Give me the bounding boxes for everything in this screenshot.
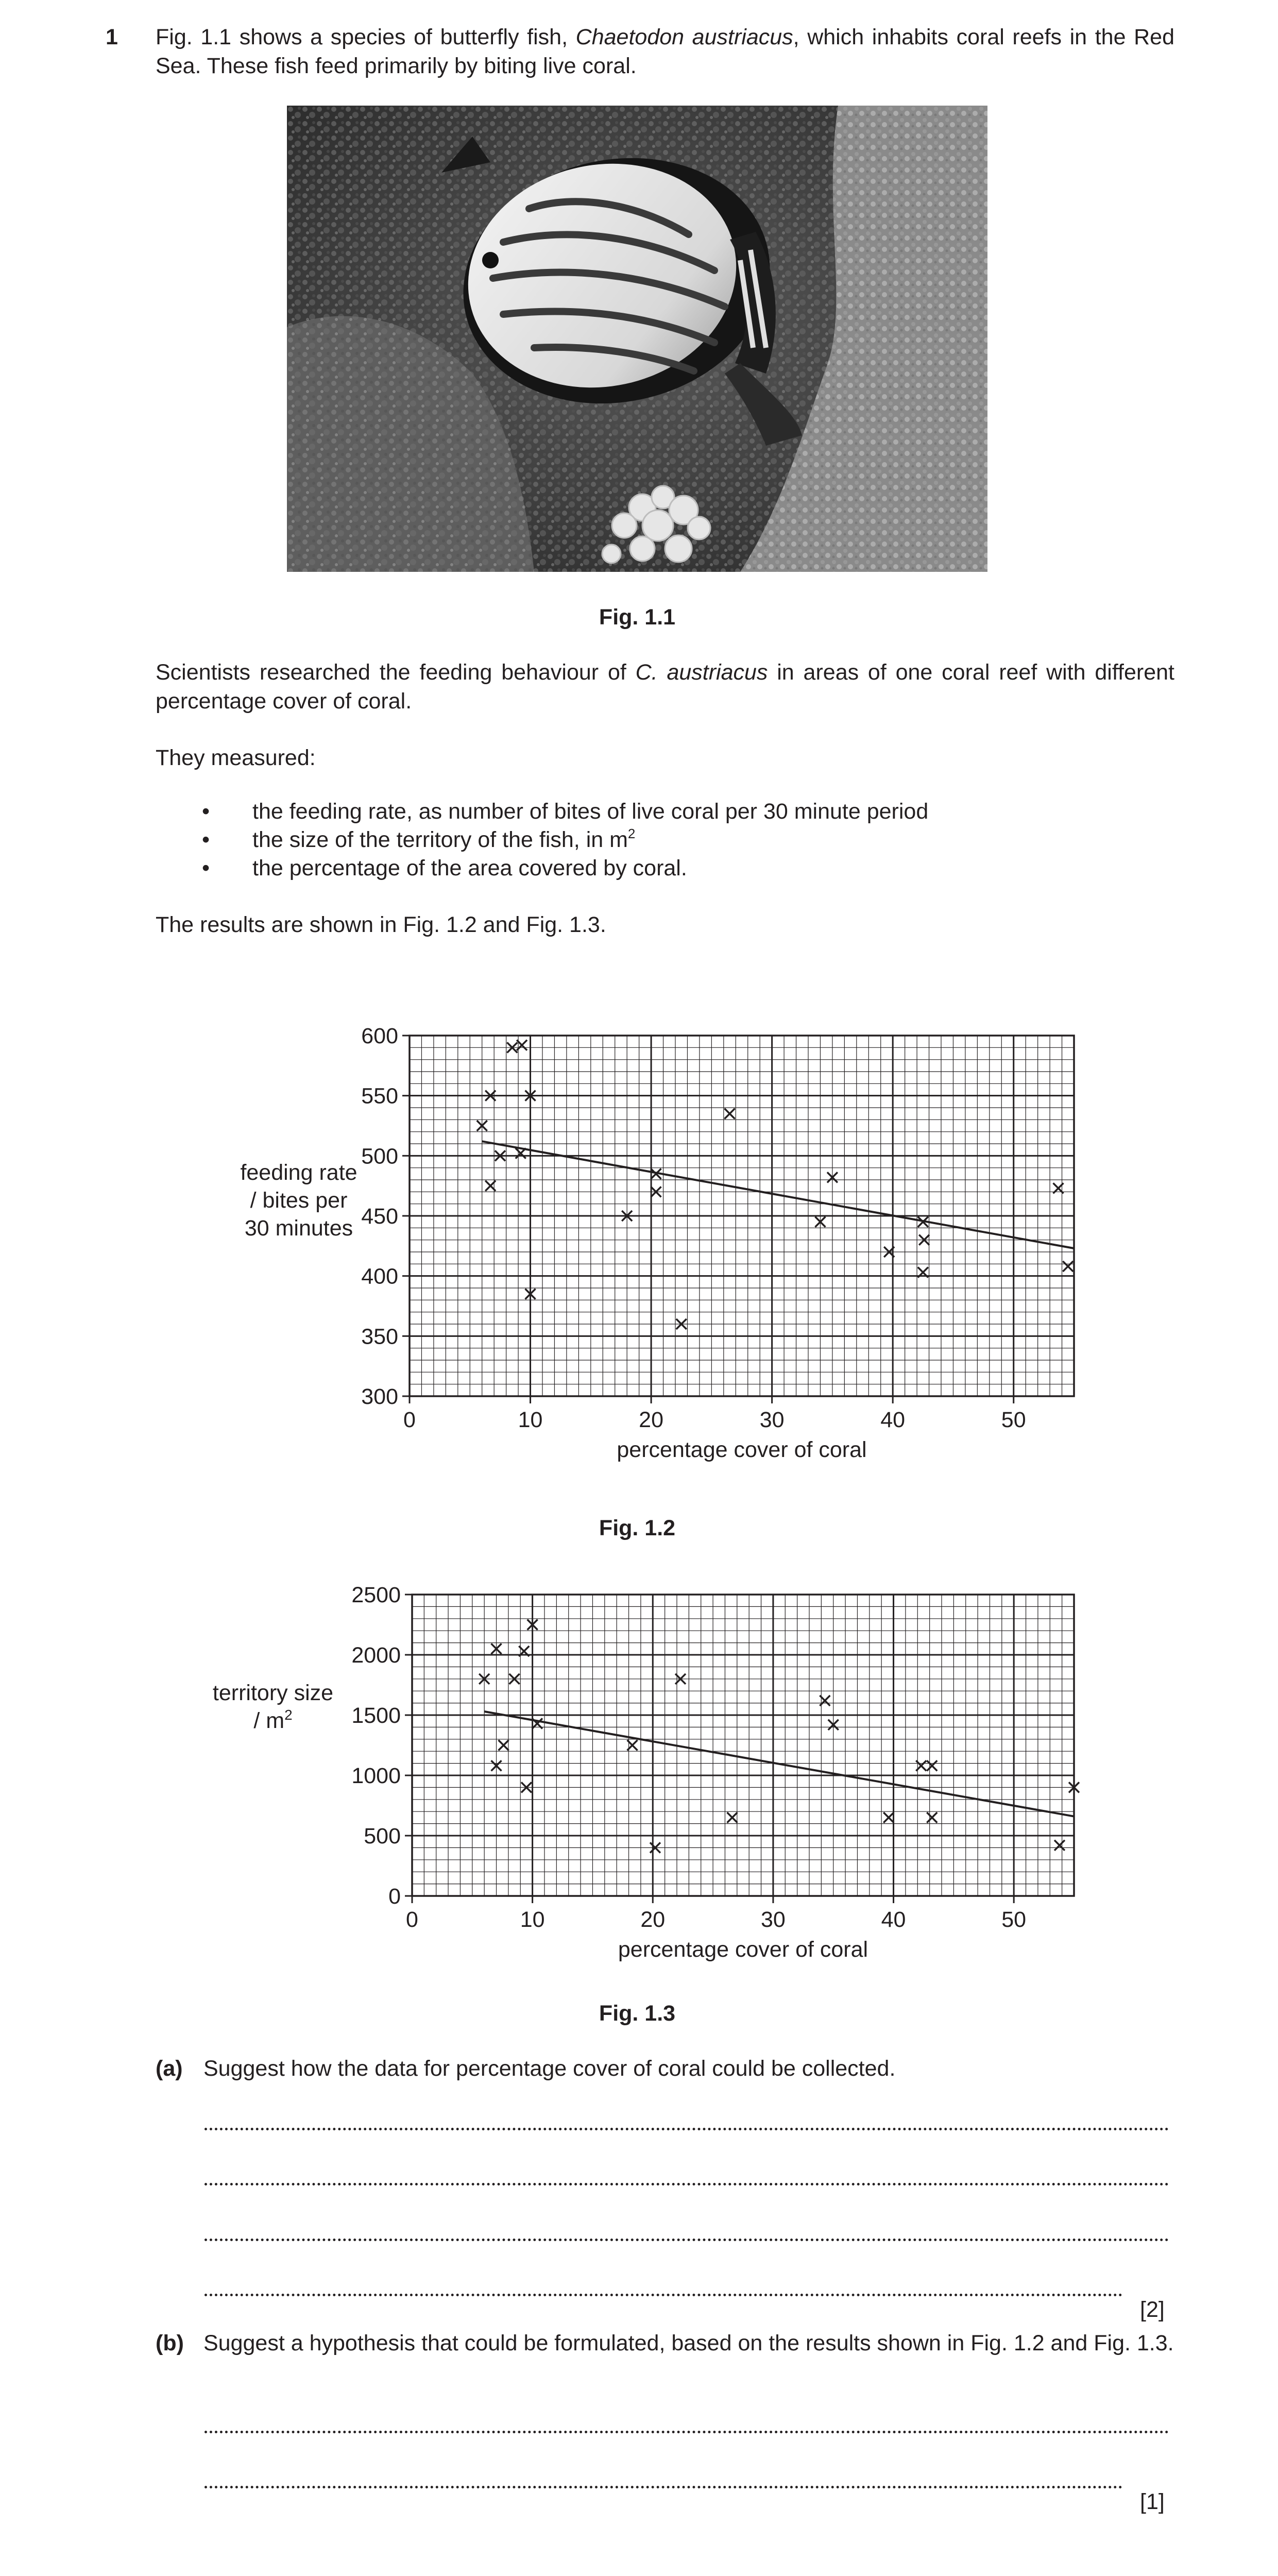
part-a-answer-line-2[interactable] — [205, 2183, 1169, 2185]
data-point — [927, 1760, 937, 1771]
part-b-label: (b) — [156, 2331, 184, 2355]
y-tick-label: 450 — [361, 1204, 398, 1229]
intro-paragraph — [156, 23, 1174, 80]
research-species: C. austriacus — [635, 660, 768, 685]
x-tick-label: 40 — [880, 1408, 906, 1432]
bullet-2-label: the size of the territory of the fish, in m — [252, 827, 628, 852]
x-axis-label: percentage cover of coral — [618, 1937, 868, 1962]
territory-size-chart — [185, 1571, 1113, 1973]
y-tick-label: 2500 — [351, 1583, 401, 1607]
y-tick-label: 1500 — [351, 1703, 401, 1728]
part-b-text: Suggest a hypothesis that could be formulated, based on the results shown in Fig. 1.2 and Fig. 1.3. — [203, 2331, 1174, 2355]
bullet-2-unit-sup: 2 — [627, 825, 636, 841]
part-a-text: Suggest how the data for percentage cover of coral could be collected. — [203, 2056, 896, 2081]
data-point — [499, 1740, 509, 1751]
bullet-1-text: the feeding rate, as number of bites of live coral per 30 minute period — [252, 799, 929, 824]
data-point — [725, 1109, 735, 1119]
y-tick-label: 1000 — [351, 1764, 401, 1788]
fig-1-3-caption: Fig. 1.3 — [599, 2001, 676, 2026]
bullet-3-symbol: • — [202, 856, 210, 880]
plot-grid — [412, 1595, 1074, 1896]
intro-text-2: , which inhabits coral reefs in the Red Sea. These fish feed primarily by biting live coral. — [156, 25, 1174, 78]
part-b-answer-line-1[interactable] — [205, 2431, 1169, 2433]
y-axis-label-sup: 2 — [284, 1707, 293, 1723]
data-point — [883, 1812, 894, 1823]
data-point — [927, 1812, 937, 1823]
part-a-answer-line-4[interactable] — [205, 2294, 1122, 2296]
bullet-2-text — [252, 825, 635, 854]
data-point — [727, 1812, 737, 1823]
intro-text-1: Fig. 1.1 shows a species of butterfly fish, — [156, 25, 576, 49]
x-tick-label: 30 — [760, 1907, 786, 1932]
x-tick-label: 30 — [759, 1408, 785, 1432]
measured-lead: They measured: — [156, 745, 316, 770]
y-axis-label: / bites per — [250, 1188, 348, 1213]
y-tick-label: 400 — [361, 1264, 398, 1289]
bullet-2-symbol: • — [202, 827, 210, 852]
bullet-3-text: the percentage of the area covered by coral. — [252, 856, 687, 880]
part-a-answer-line-3[interactable] — [205, 2239, 1169, 2241]
x-tick-label: 20 — [639, 1408, 664, 1432]
y-tick-label: 2000 — [351, 1643, 401, 1668]
intro-species: Chaetodon austriacus — [575, 25, 793, 49]
bullet-1-symbol: • — [202, 799, 210, 824]
research-text-1: Scientists researched the feeding behaviour of — [156, 660, 636, 685]
part-a-answer-line-1[interactable] — [205, 2128, 1169, 2130]
y-axis-label: territory size — [212, 1681, 334, 1705]
x-tick-label: 0 — [406, 1907, 418, 1932]
y-tick-label: 550 — [361, 1083, 398, 1109]
y-tick-label: 0 — [388, 1884, 401, 1909]
trend-line — [482, 1141, 1074, 1248]
data-point — [516, 1148, 526, 1159]
plot-grid — [410, 1036, 1074, 1396]
data-point — [1063, 1261, 1073, 1272]
question-number: 1 — [106, 25, 118, 49]
research-paragraph — [156, 658, 1174, 716]
fig-1-2-caption: Fig. 1.2 — [599, 1516, 676, 1540]
y-axis-label: 30 minutes — [244, 1216, 353, 1241]
y-axis-label: feeding rate — [240, 1160, 357, 1185]
plot-frame — [412, 1595, 1074, 1896]
x-tick-label: 0 — [403, 1408, 416, 1432]
x-tick-label: 20 — [640, 1907, 666, 1932]
y-axis-label: / $m^2$ — [253, 1707, 293, 1733]
y-tick-label: 600 — [361, 1024, 398, 1048]
x-axis-label: percentage cover of coral — [617, 1437, 867, 1462]
butterfly-fish-photo — [287, 106, 987, 572]
x-tick-label: 50 — [1001, 1907, 1027, 1932]
y-tick-label: 300 — [361, 1384, 398, 1409]
y-tick-label: 500 — [364, 1824, 401, 1849]
y-tick-label: 350 — [361, 1324, 398, 1349]
x-tick-label: 10 — [518, 1408, 543, 1432]
part-b-answer-line-2[interactable] — [205, 2486, 1122, 2488]
feeding-rate-chart — [185, 1020, 1113, 1484]
x-tick-label: 50 — [1001, 1408, 1026, 1432]
part-b-marks: [1] — [1140, 2489, 1165, 2514]
fig-1-1-caption: Fig. 1.1 — [599, 605, 676, 630]
x-tick-label: 10 — [520, 1907, 545, 1932]
y-tick-label: 500 — [361, 1144, 398, 1169]
research-text-2: in areas of one coral reef with different percentage cover of coral. — [156, 660, 1174, 714]
part-a-label: (a) — [156, 2056, 183, 2081]
x-tick-label: 40 — [881, 1907, 906, 1932]
results-line: The results are shown in Fig. 1.2 and Fig. 1.3. — [156, 912, 606, 937]
part-a-marks: [2] — [1140, 2297, 1165, 2322]
data-point — [1054, 1840, 1065, 1851]
